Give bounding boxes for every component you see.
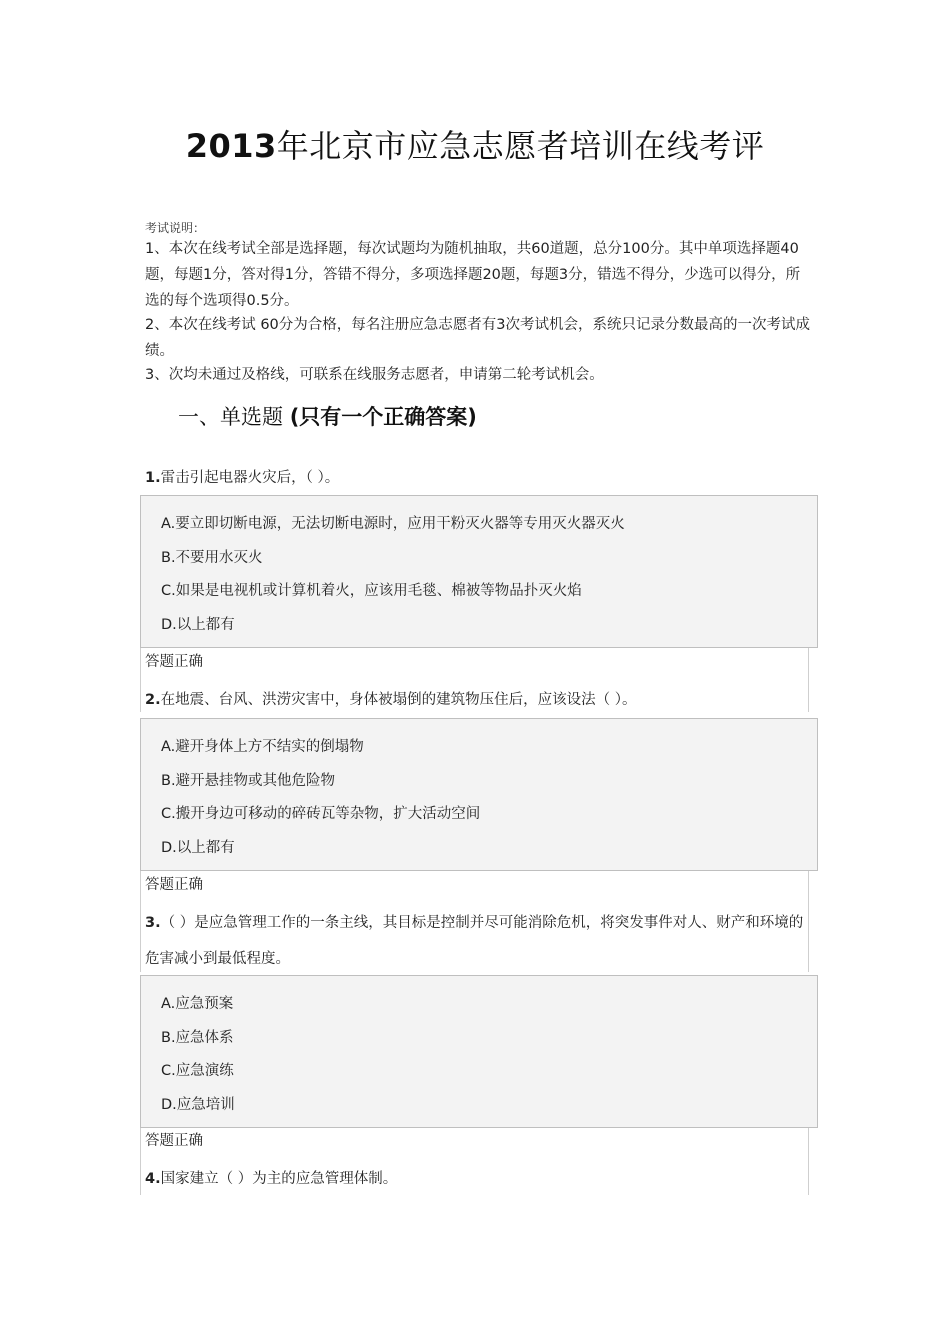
option-d[interactable]: D.以上都有 <box>161 839 235 856</box>
question-number: 2. <box>145 692 161 708</box>
question-4 <box>145 1161 813 1197</box>
question-text: （ ）是应急管理工作的一条主线，其目标是控制并尽可能消除危机，将突发事件对人、财产和环境的危害减小到最低程度。 <box>145 915 804 967</box>
answer-result-2: 答题正确 <box>145 877 203 893</box>
question-text: 国家建立（ ）为主的应急管理体制。 <box>160 1171 398 1187</box>
option-c[interactable]: C.搬开身边可移动的碎砖瓦等杂物，扩大活动空间 <box>161 806 481 822</box>
option-b[interactable]: B.避开悬挂物或其他危险物 <box>161 772 336 789</box>
title-year: 2013 <box>185 127 277 165</box>
question-text: 雷击引起电器火灾后，（ ）。 <box>160 470 340 486</box>
section-note: (只有一个正确答案) <box>289 405 477 429</box>
page-title <box>0 124 950 168</box>
question-number: 3. <box>145 915 161 931</box>
option-c[interactable]: C.应急演练 <box>161 1063 234 1079</box>
answer-result-1: 答题正确 <box>145 654 203 670</box>
intro-item-3: 3、次均未通过及格线，可联系在线服务志愿者，申请第二轮考试机会。 <box>145 367 604 383</box>
question-text: 在地震、台风、洪涝灾害中，身体被塌倒的建筑物压住后，应该设法（ ）。 <box>160 692 637 708</box>
option-d[interactable]: D.以上都有 <box>161 616 235 633</box>
option-d[interactable]: D.应急培训 <box>161 1096 235 1113</box>
option-a[interactable]: A.避开身体上方不结实的倒塌物 <box>161 739 364 755</box>
options-box-1 <box>140 495 818 648</box>
option-a[interactable]: A.要立即切断电源，无法切断电源时，应用干粉灭火器等专用灭火器灭火 <box>161 516 625 532</box>
frame-line <box>140 1127 141 1195</box>
section-heading <box>178 402 477 432</box>
question-number: 1. <box>145 470 161 486</box>
option-b[interactable]: B.应急体系 <box>161 1029 234 1046</box>
options-box-3 <box>140 975 818 1128</box>
title-text: 年北京市应急志愿者培训在线考评 <box>276 127 765 165</box>
intro-heading: 考试说明： <box>145 221 206 235</box>
answer-result-3: 答题正确 <box>145 1133 203 1149</box>
question-number: 4. <box>145 1171 161 1187</box>
intro-item-2: 2、本次在线考试 60分为合格，每名注册应急志愿者有3次考试机会，系统只记录分数最高的一次考试成绩。 <box>145 317 811 359</box>
question-2 <box>145 682 813 718</box>
option-c[interactable]: C.如果是电视机或计算机着火，应该用毛毯、棉被等物品扑灭火焰 <box>161 583 582 599</box>
frame-line <box>140 648 141 712</box>
options-box-2 <box>140 718 818 871</box>
intro-item-1: 1、本次在线考试全部是选择题，每次试题均为随机抽取，共60道题，总分100分。其中单项选择题40题，每题1分，答对得1分，答错不得分，多项选择题20题，每题3分，错选不得分，少选可以得分，所选的每个选项得0.5分。 <box>145 241 801 309</box>
question-3 <box>145 905 813 977</box>
question-1 <box>145 460 813 496</box>
option-a[interactable]: A.应急预案 <box>161 996 234 1012</box>
section-prefix: 一、单选题 <box>178 405 290 429</box>
frame-line <box>140 870 141 972</box>
option-b[interactable]: B.不要用水灭火 <box>161 549 263 566</box>
